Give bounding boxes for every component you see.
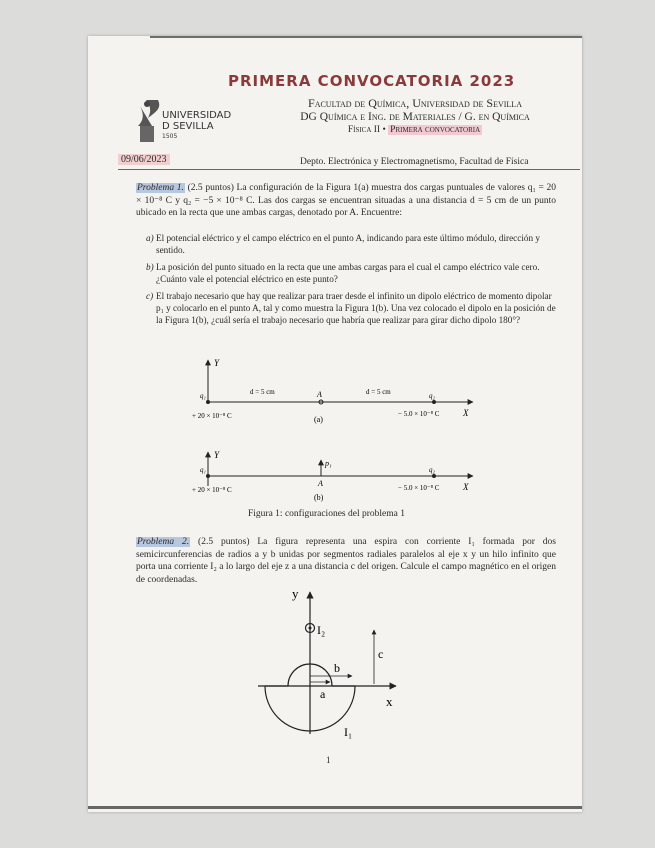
fig2-c-label: c <box>378 647 384 661</box>
fig1a-x-label: X <box>463 408 469 418</box>
degree-line: DG Química e Ing. de Materiales / G. en Química <box>300 111 530 123</box>
problem1-item-c <box>146 290 556 340</box>
fig1a-caption: (a) <box>314 415 323 424</box>
figure2-diagram <box>248 584 408 744</box>
fig1b-q2: q₂ <box>429 466 435 474</box>
item-text: La posición del punto situado en la recta que une ambas cargas para el cual el campo eléctrico vale cero. ¿Cuánto vale el potencial eléctrico en este punto? <box>156 262 540 284</box>
fig2-x-label: x <box>386 694 393 709</box>
problem2-statement <box>136 536 556 586</box>
fig2-I2-label: I₂ <box>317 623 326 637</box>
problem1-statement <box>136 182 556 220</box>
document-header <box>256 96 574 136</box>
problem1-intro: (2.5 puntos) La configuración de la Figura 1(a) muestra dos cargas puntuales de valores q₁ = 20 × 10⁻⁸ C y q₂ = −5 × 10⁻⁸ C. Las dos cargas se encuentran situadas a una distancia d = 5 cm de un punto ubicado en la recta que une ambas cargas, denotado por A. Encuentre: <box>136 183 556 218</box>
exam-date: 09/06/2023 <box>118 154 170 165</box>
university-name-text: UNIVERSIDAD D SEVILLA <box>162 110 232 132</box>
bottom-border <box>88 806 582 809</box>
fig1a-q2: q₂ <box>429 392 435 400</box>
fig2-I1-label: I₁ <box>344 725 353 739</box>
fig1b-y-label: Y <box>214 450 220 460</box>
fig1a-q1-value: + 20 × 10⁻⁸ C <box>192 412 232 420</box>
university-name <box>162 110 232 142</box>
problem1-label: Problema 1. <box>137 183 184 193</box>
figure1-diagram <box>188 354 488 504</box>
fig2-b-label: b <box>334 661 340 675</box>
item-text: El trabajo necesario que hay que realizar para traer desde el infinito un dipolo eléctrico de momento dipolar p₁ y colocarlo en el punto A, tal y como muestra la Figura 1(b). Una vez colocado el dipolo en la posición de la Figura 1(b), ¿cuál sería el trabajo necesario que habría que realizar para girar dicho dipolo 180°? <box>156 291 556 325</box>
fig1b-q1-value: + 20 × 10⁻⁸ C <box>192 486 232 494</box>
fig1a-d2: d = 5 cm <box>366 388 391 396</box>
problem2-label: Problema 2. <box>137 537 190 547</box>
fig2-y-label: y <box>292 586 299 601</box>
department: Depto. Electrónica y Electromagnetismo, Facultad de Física <box>300 157 529 167</box>
item-marker: b) <box>146 262 154 272</box>
fig1a-y-label: Y <box>214 358 220 368</box>
item-marker: c) <box>146 291 154 301</box>
header-rule <box>118 169 580 170</box>
figure1-caption: Figura 1: configuraciones del problema 1 <box>248 509 405 519</box>
fig1b-A: A <box>318 479 323 488</box>
item-marker: a) <box>146 233 154 243</box>
fig1b-q2-value: − 5.0 × 10⁻⁸ C <box>398 484 440 492</box>
exam-sheet <box>88 36 582 812</box>
fig1b-caption: (b) <box>314 493 324 502</box>
page-number: 1 <box>326 755 331 765</box>
handwritten-title: PRIMERA CONVOCATORIA 2023 <box>228 72 516 90</box>
course-name: Física II • <box>347 125 389 135</box>
problem1-item-a <box>146 232 556 258</box>
fig1a-A: A <box>317 390 322 399</box>
fig2-a-label: a <box>320 687 326 701</box>
fig1a-d1: d = 5 cm <box>250 388 275 396</box>
fig1b-p1: p₁ <box>325 459 332 468</box>
convocatoria-label: Primera convocatoria <box>390 125 481 135</box>
faculty-line: Facultad de Química, Universidad de Sevilla <box>308 96 522 110</box>
item-text: El potencial eléctrico y el campo eléctrico en el punto A, indicando para este último módulo, dirección y sentido. <box>156 233 540 255</box>
fig1a-q1: q₁ <box>200 392 206 400</box>
course-line <box>256 124 574 136</box>
fig1b-q1: q₁ <box>200 466 206 474</box>
problem2-text: (2.5 puntos) La figura representa una espira con corriente I₁ formada por dos semicircunferencias de radios a y b unidas por segmentos radiales paralelos al eje x y un hilo infinito que porta una corriente I₂ a lo largo del eje z a una distancia c del origen. Calcule el campo magnético en el origen de coordenadas. <box>136 537 556 585</box>
university-year: 1505 <box>162 133 178 140</box>
top-border <box>150 36 582 38</box>
problem1-item-b <box>146 261 556 287</box>
fig1b-x-label: X <box>463 482 469 492</box>
fig1a-q2-value: − 5.0 × 10⁻⁸ C <box>398 410 440 418</box>
